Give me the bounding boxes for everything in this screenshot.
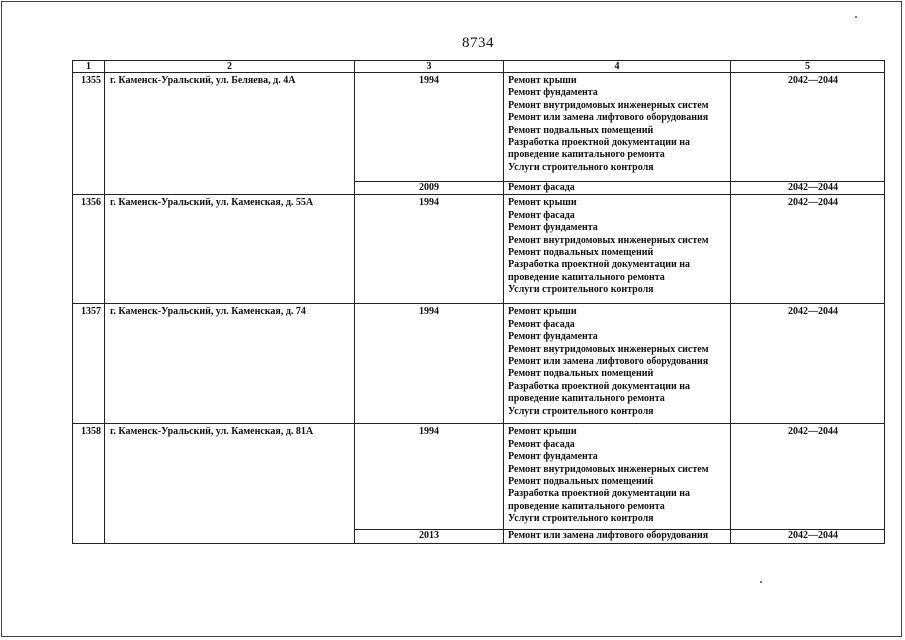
year-cell: 2009	[355, 182, 504, 195]
table-row	[73, 424, 885, 530]
work-item: Разработка проектной документации на	[508, 259, 691, 271]
table-row	[73, 195, 885, 304]
capital-repair-table	[72, 60, 885, 544]
work-item: Ремонт подвальных помещений	[508, 476, 654, 488]
year-cell: 1994	[355, 73, 504, 182]
work-item: Ремонт подвальных помещений	[508, 124, 654, 136]
work-item: Услуги строительного контроля	[508, 161, 654, 173]
work-item: Услуги строительного контроля	[508, 284, 654, 296]
work-item: Ремонт крыши	[508, 75, 577, 86]
year-cell: 1994	[355, 424, 504, 530]
address-cell: г. Каменск-Уральский, ул. Каменская, д. 74	[105, 304, 355, 424]
work-item: Ремонт фасада	[508, 209, 575, 221]
work-item: Услуги строительного контроля	[508, 405, 654, 417]
work-item: Ремонт внутридомовых инженерных систем	[508, 99, 709, 111]
work-item: Услуги строительного контроля	[508, 513, 654, 525]
column-header: 4	[504, 61, 731, 73]
work-item: Ремонт внутридомовых инженерных систем	[508, 234, 709, 246]
works-cell	[504, 73, 731, 182]
table-row	[73, 73, 885, 182]
work-item: Разработка проектной документации на	[508, 137, 691, 149]
period-cell: 2042—2044	[731, 195, 885, 304]
year-cell: 2013	[355, 530, 504, 543]
row-number: 1356	[73, 195, 105, 304]
column-header: 5	[731, 61, 885, 73]
page-number: 8734	[462, 35, 494, 51]
year-cell: 1994	[355, 195, 504, 304]
work-item: Ремонт крыши	[508, 426, 577, 438]
period-cell: 2042—2044	[731, 530, 885, 543]
works-cell	[504, 182, 731, 195]
address-cell: г. Каменск-Уральский, ул. Каменская, д. 81А	[105, 424, 355, 543]
work-item: Ремонт фундамента	[508, 451, 598, 463]
work-item: Ремонт фундамента	[508, 87, 598, 99]
work-item: Ремонт фундамента	[508, 222, 598, 234]
column-number-row	[73, 61, 885, 73]
scan-speck	[760, 581, 762, 583]
period-cell: 2042—2044	[731, 424, 885, 530]
work-item: Ремонт или замена лифтового оборудования	[508, 356, 709, 368]
work-item: Ремонт крыши	[508, 197, 577, 209]
work-item: проведение капитального ремонта	[508, 393, 665, 405]
period-cell: 2042—2044	[731, 182, 885, 195]
work-item: проведение капитального ремонта	[508, 271, 665, 283]
work-item: Ремонт или замена лифтового оборудования	[508, 112, 709, 124]
works-cell	[504, 195, 731, 304]
row-number: 1357	[73, 304, 105, 424]
row-number: 1358	[73, 424, 105, 543]
scan-speck	[855, 16, 857, 18]
work-item: проведение капитального ремонта	[508, 149, 665, 161]
work-item: Ремонт фасада	[508, 318, 575, 330]
table-row	[73, 304, 885, 424]
column-header: 2	[105, 61, 355, 73]
year-cell: 1994	[355, 304, 504, 424]
work-item: Ремонт фундамента	[508, 331, 598, 343]
work-item: Ремонт внутридомовых инженерных систем	[508, 343, 709, 355]
address-cell: г. Каменск-Уральский, ул. Беляева, д. 4А	[105, 73, 355, 195]
period-cell: 2042—2044	[731, 73, 885, 182]
row-number: 1355	[73, 73, 105, 195]
column-header: 3	[355, 61, 504, 73]
work-item: Ремонт подвальных помещений	[508, 247, 654, 259]
work-item: проведение капитального ремонта	[508, 500, 665, 512]
address-cell: г. Каменск-Уральский, ул. Каменская, д. 55А	[105, 195, 355, 304]
works-cell	[504, 530, 731, 543]
work-item: Ремонт фасада	[508, 182, 575, 193]
work-item: Ремонт внутридомовых инженерных систем	[508, 463, 709, 475]
work-item: Разработка проектной документации на	[508, 380, 691, 392]
work-item: Ремонт крыши	[508, 306, 577, 318]
period-cell: 2042—2044	[731, 304, 885, 424]
column-header: 1	[73, 61, 105, 73]
work-item: Разработка проектной документации на	[508, 488, 691, 500]
works-cell	[504, 424, 731, 530]
works-cell	[504, 304, 731, 424]
work-item: Ремонт подвальных помещений	[508, 368, 654, 380]
work-item: Ремонт или замена лифтового оборудования	[508, 530, 709, 542]
work-item: Ремонт фасада	[508, 438, 575, 450]
